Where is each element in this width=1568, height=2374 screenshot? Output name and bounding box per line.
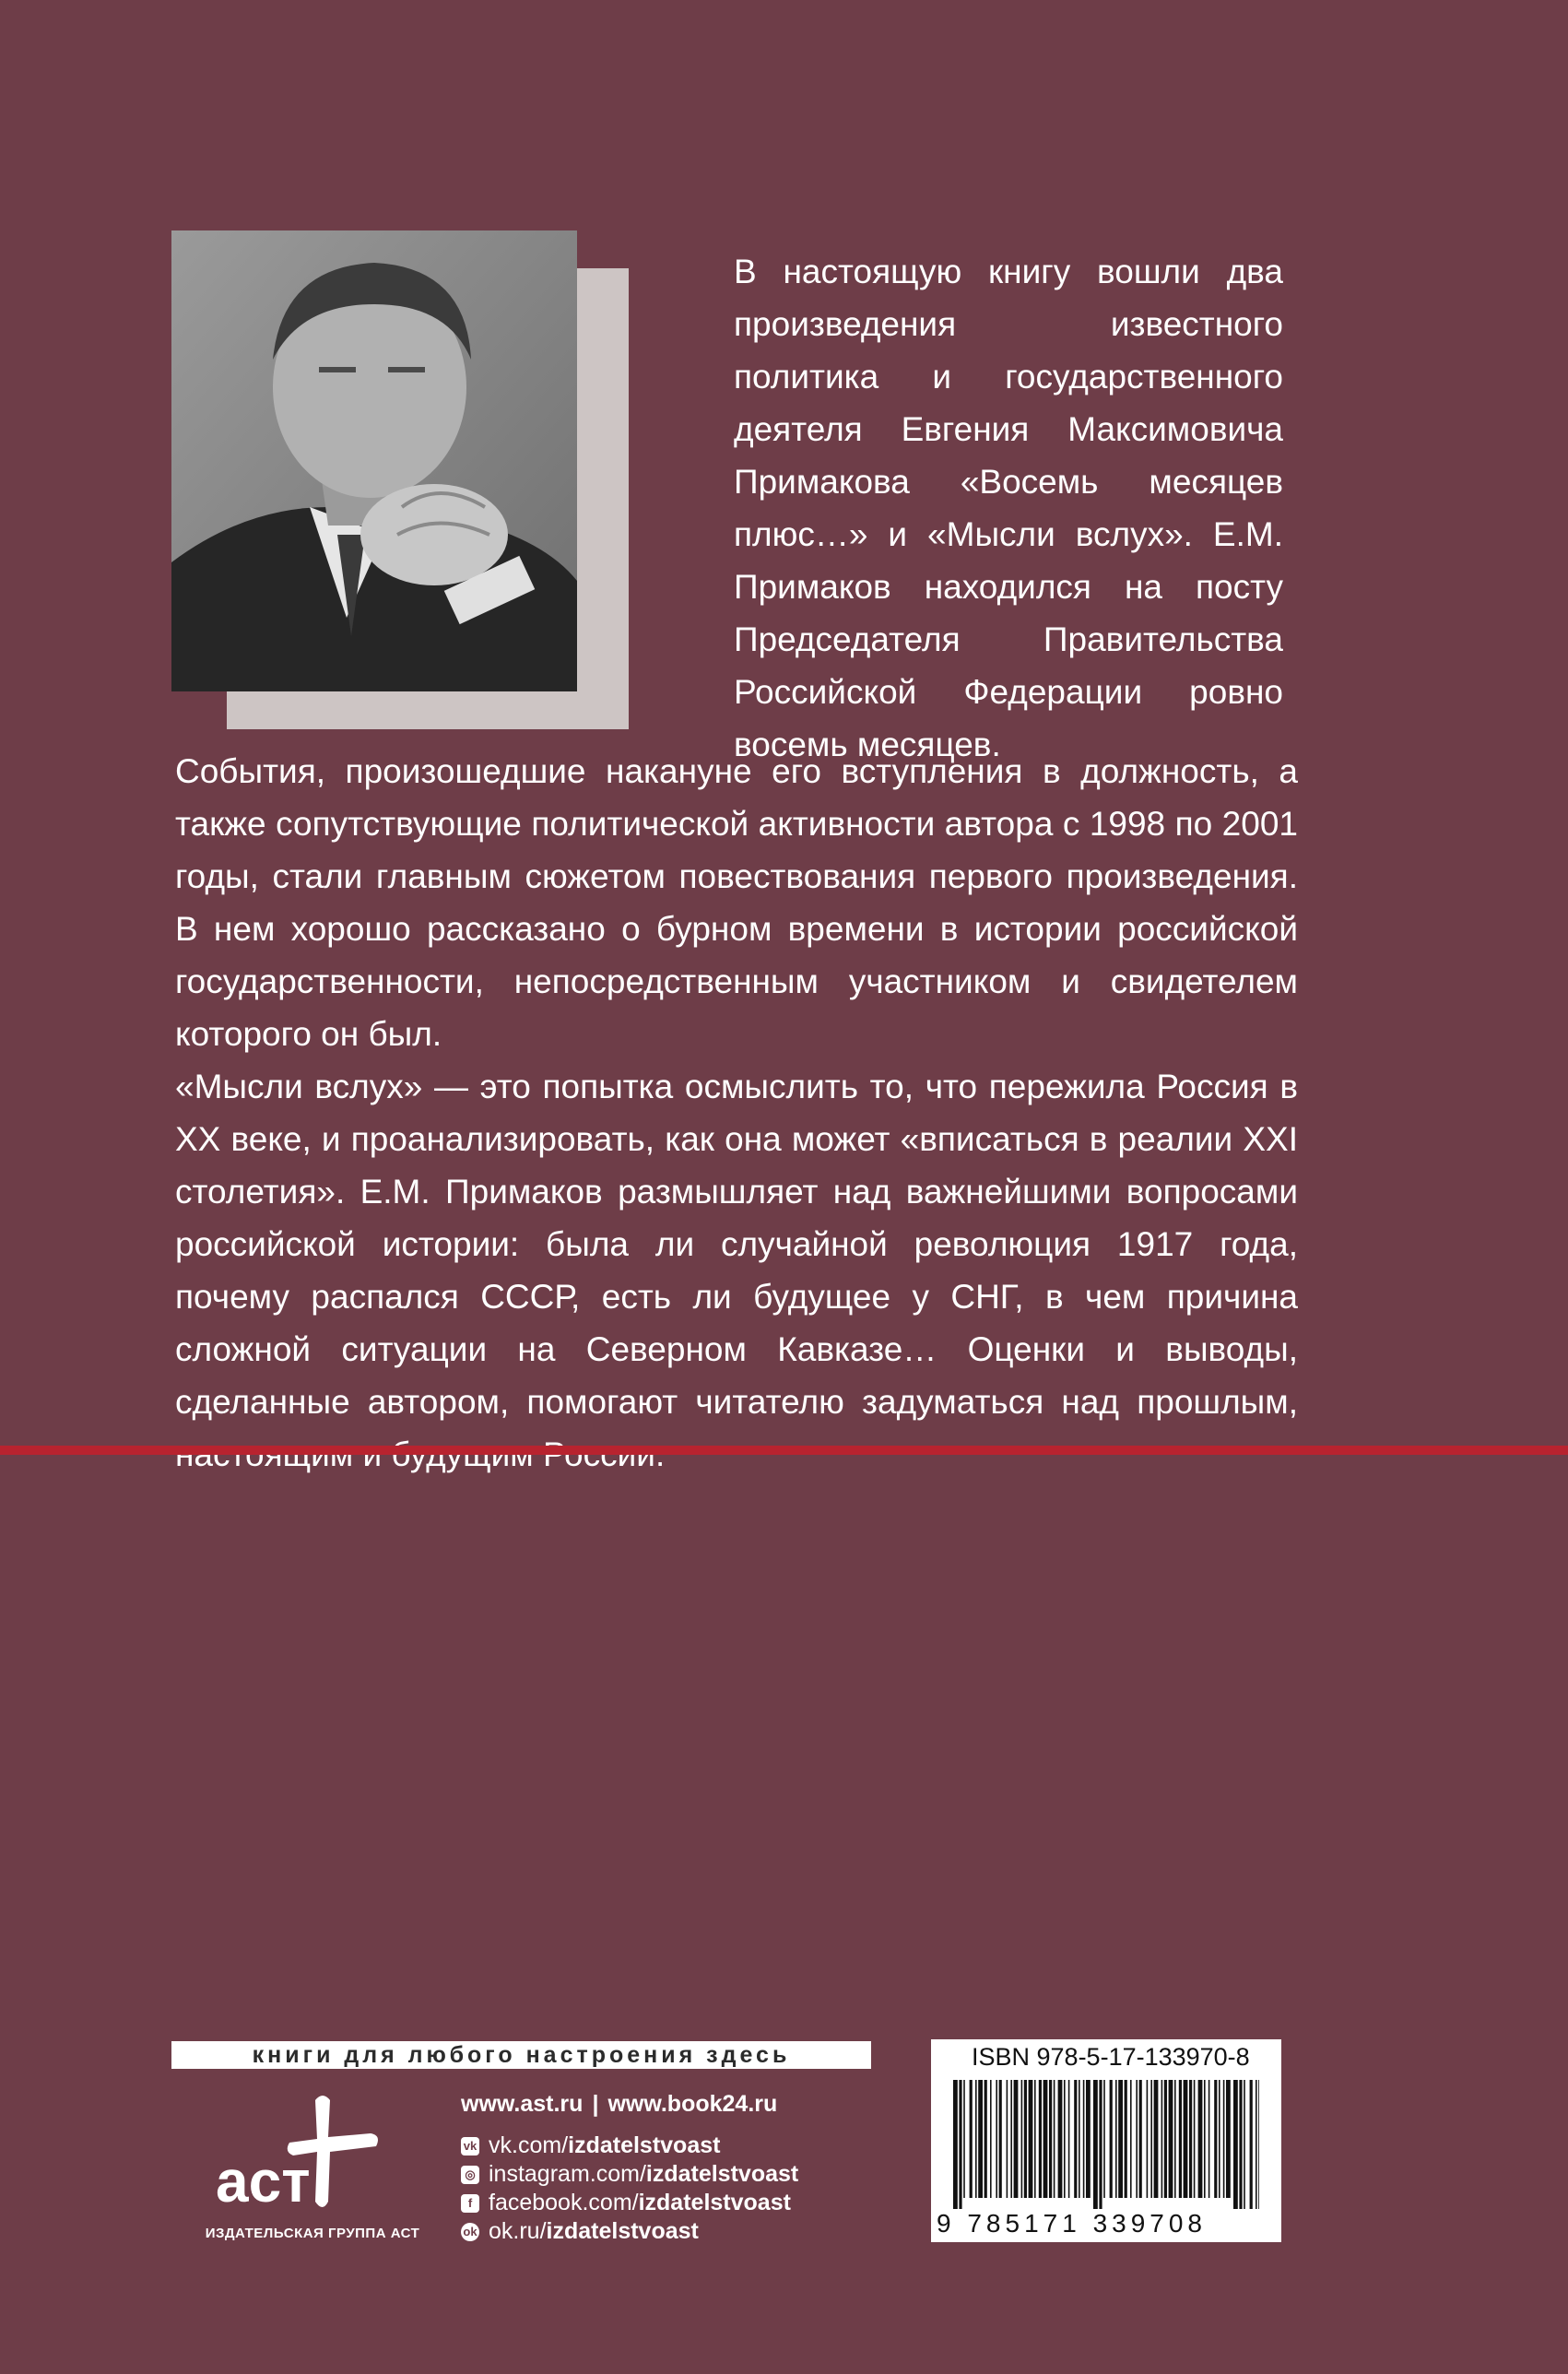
slogan-banner: книги для любого настроения здесь [171,2041,871,2069]
barcode-bar [1054,2080,1055,2198]
website-separator: | [592,2091,599,2117]
facebook-icon: f [461,2194,479,2213]
barcode-bar [1174,2080,1176,2198]
barcode-bar [990,2080,992,2198]
instagram-icon: ◎ [461,2166,479,2184]
barcode-bar [963,2080,965,2198]
accent-rule [0,1446,1568,1455]
barcode-bar [1034,2080,1036,2198]
barcode-bar [953,2080,958,2209]
paragraph-1: События, произошедшие накануне его вступления в должность, а также сопутствующие политической активности автора с 1998 по 2001 годы, стали главным сюжетом повествования первого произведения. В нем хорошо рассказано о бурном времени в истории российской государственности, непосредственным участником и свидетелем которого он был. [175,752,1298,1053]
social-prefix: facebook.com/ [489,2190,639,2215]
ast-logo [214,2091,398,2224]
barcode-bar [978,2080,983,2198]
social-link-facebook[interactable] [461,2189,798,2217]
barcode-bar [1194,2080,1196,2198]
barcode-bar [984,2080,987,2198]
isbn-label: ISBN 978-5-17-133970-8 [972,2043,1250,2071]
isbn-barcode-box [931,2039,1281,2242]
barcode-bar [1014,2080,1019,2198]
barcode-bar [1115,2080,1117,2198]
social-prefix: vk.com/ [489,2132,569,2158]
barcode-bar [1219,2080,1220,2198]
social-prefix: instagram.com/ [489,2161,646,2187]
barcode-bar [1086,2080,1091,2198]
barcode-bar [1039,2080,1042,2198]
social-handle: izdatelstvoast [546,2218,699,2244]
social-links [461,2132,798,2246]
barcode-bar [1154,2080,1159,2198]
social-link-vk[interactable] [461,2132,798,2160]
social-handle: izdatelstvoast [568,2132,721,2158]
barcode-bar [1250,2080,1253,2209]
social-link-odnoklassniki[interactable] [461,2217,798,2246]
barcode-bar [1103,2080,1105,2198]
logo-wordmark: аст [216,2148,311,2215]
isbn-digits: 9 785171 339708 [937,2209,1207,2238]
barcode-bar [1024,2080,1027,2198]
social-prefix: ok.ru/ [489,2218,547,2244]
barcode-bar [1223,2080,1225,2198]
barcode-bar [1130,2080,1132,2198]
barcode-bar [959,2080,961,2209]
barcode-bar [1164,2080,1167,2198]
intro-paragraph: В настоящую книгу вошли два произведения известного политика и государственного деятеля Евгения Максимовича Примакова «Восемь месяцев плюс…» и «Мысли вслух». Е.М. Примаков находился на посту Председателя Правительства Российской Федерации ровно восемь месяцев. [734,253,1283,763]
barcode-bar [1258,2080,1259,2209]
barcode-bar [1064,2080,1066,2198]
barcode-bar [1043,2080,1048,2198]
barcode-bar [1029,2080,1033,2198]
barcode-bar [975,2080,977,2198]
social-handle: izdatelstvoast [645,2161,799,2187]
description-text [175,745,1298,1481]
barcode-bar [1099,2080,1102,2209]
barcode-bar [1125,2080,1127,2198]
barcode-bar [1239,2080,1242,2209]
barcode-bar [1021,2080,1023,2198]
barcode-bar [1189,2080,1192,2198]
barcode-bar [1074,2080,1077,2198]
barcode-bar [1214,2080,1217,2198]
author-photo [171,230,577,691]
barcode-bar [1079,2080,1080,2198]
barcode-bar [1198,2080,1203,2198]
barcode-bar [1244,2080,1245,2209]
barcode-bar [1150,2080,1152,2198]
social-handle: izdatelstvoast [638,2190,791,2215]
barcode-bar [1093,2080,1098,2209]
barcode-bar [1208,2080,1210,2198]
barcode-bar [970,2080,973,2198]
barcode-bar [1179,2080,1182,2198]
barcode-bar [1169,2080,1173,2198]
barcode-bar [1139,2080,1142,2198]
barcode-bar [1256,2080,1257,2209]
barcode-bar [1068,2080,1070,2198]
barcode-bar [1226,2080,1231,2198]
website-link-ast[interactable]: www.ast.ru [461,2091,584,2117]
barcode-bar [1161,2080,1163,2198]
barcode-bar [999,2080,1002,2198]
barcode-image [953,2080,1259,2209]
barcode-bar [1147,2080,1149,2198]
barcode-bar [1136,2080,1138,2198]
barcode-bar [1049,2080,1052,2198]
social-link-instagram[interactable] [461,2160,798,2189]
barcode-bar [1007,2080,1008,2198]
paragraph-2: «Мысли вслух» — это попытка осмыслить то, что пережила Россия в XX веке, и проанализировать, как она может «вписаться в реалии XXI столетия». Е.М. Примаков размышляет над важнейшими вопросами российской истории: была ли случайной революция 1917 года, почему распался СССР, есть ли будущее у СНГ, в чем причина сложной ситуации на Северном Кавказе… Оценки и выводы, сделанные автором, помогают читателю задуматься над прошлым, [175,1068,1298,1421]
website-links [461,2091,777,2118]
barcode-bar [1010,2080,1012,2198]
barcode-bar [1118,2080,1123,2198]
website-link-book24[interactable]: www.book24.ru [607,2091,778,2117]
barcode-bar [1233,2080,1238,2209]
barcode-bar [996,2080,997,2198]
barcode-bar [1110,2080,1113,2198]
barcode-bar [1204,2080,1206,2198]
barcode-bar [1184,2080,1188,2198]
vk-icon: vk [461,2137,479,2155]
publisher-caption: ИЗДАТЕЛЬСКАЯ ГРУППА АСТ [205,2226,420,2241]
barcode-bar [1083,2080,1085,2198]
barcode-bar [1058,2080,1063,2198]
odnoklassniki-icon: ok [461,2223,479,2241]
